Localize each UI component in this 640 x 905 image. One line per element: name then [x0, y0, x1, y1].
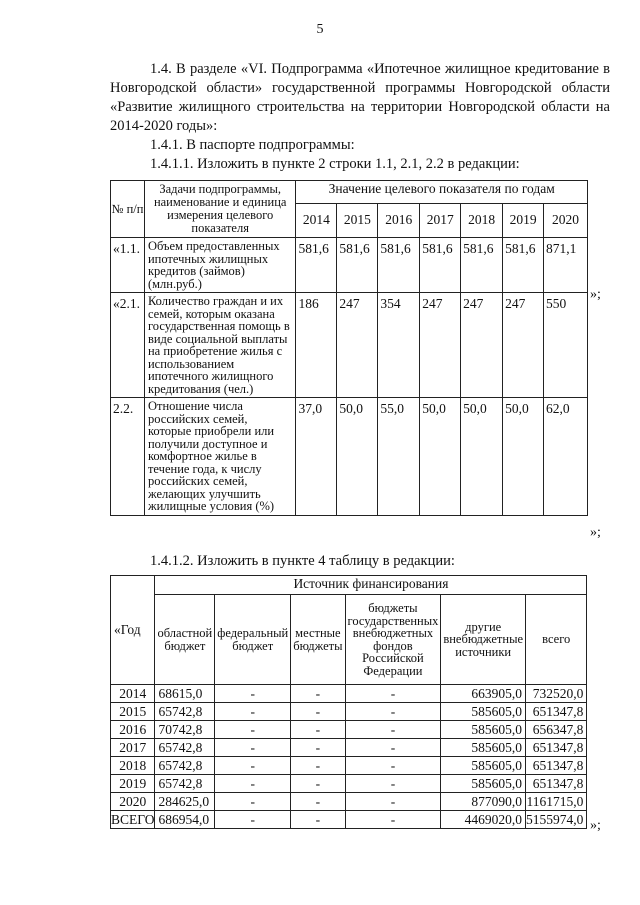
- source-header: местные бюджеты: [291, 595, 345, 685]
- amount-cell: -: [215, 703, 291, 721]
- amount-cell: -: [215, 775, 291, 793]
- amount-cell: -: [291, 685, 345, 703]
- value-cell: 50,0: [461, 398, 503, 516]
- amount-cell: 65742,8: [155, 757, 215, 775]
- row-number: 2.2.: [111, 398, 145, 516]
- source-header: всего: [526, 595, 587, 685]
- value-cell: 581,6: [461, 238, 503, 293]
- source-header: другие внебюджетные источники: [441, 595, 526, 685]
- value-cell: 247: [503, 293, 544, 398]
- amount-cell: -: [345, 811, 441, 829]
- intro-block: [110, 60, 610, 174]
- year-cell: 2017: [111, 739, 155, 757]
- value-cell: 247: [337, 293, 378, 398]
- col-year-header: «Год: [111, 576, 155, 685]
- table-row: [111, 775, 587, 793]
- year-cell: 2019: [111, 775, 155, 793]
- amount-cell: -: [291, 793, 345, 811]
- amount-cell: -: [291, 703, 345, 721]
- target-indicators-table: [110, 180, 588, 516]
- amount-cell: -: [215, 793, 291, 811]
- task-cell: Объем предоставленных ипотечных жилищных кредитов (займов) (млн.руб.): [144, 238, 295, 293]
- amount-cell: -: [215, 757, 291, 775]
- amount-cell: -: [291, 811, 345, 829]
- year-cell: 2015: [111, 703, 155, 721]
- value-cell: 581,6: [503, 238, 544, 293]
- table-row: [111, 398, 588, 516]
- source-header: федеральный бюджет: [215, 595, 291, 685]
- value-cell: 247: [420, 293, 461, 398]
- year-cell: 2014: [111, 685, 155, 703]
- amount-cell: 877090,0: [441, 793, 526, 811]
- amount-cell: -: [345, 739, 441, 757]
- value-cell: 50,0: [420, 398, 461, 516]
- amount-cell: 651347,8: [526, 757, 587, 775]
- amount-cell: -: [345, 721, 441, 739]
- amount-cell: 4469020,0: [441, 811, 526, 829]
- amount-cell: -: [291, 757, 345, 775]
- value-cell: 55,0: [378, 398, 420, 516]
- amount-cell: -: [345, 757, 441, 775]
- amount-cell: -: [215, 685, 291, 703]
- amount-cell: 68615,0: [155, 685, 215, 703]
- year-cell: 2018: [111, 757, 155, 775]
- value-cell: 581,6: [296, 238, 337, 293]
- col-task-header: Задачи подпрограммы, наименование и единица измерения целевого показателя: [144, 181, 295, 238]
- year-header: 2019: [503, 203, 544, 237]
- year-header: 2016: [378, 203, 420, 237]
- value-cell: 247: [461, 293, 503, 398]
- row-number: «1.1.: [111, 238, 145, 293]
- table-row: [111, 293, 588, 398]
- year-cell: 2016: [111, 721, 155, 739]
- value-cell: 550: [544, 293, 588, 398]
- year-header: 2017: [420, 203, 461, 237]
- row-1-1-suffix: »;: [590, 287, 601, 302]
- amount-cell: 585605,0: [441, 775, 526, 793]
- page-number: 5: [316, 22, 324, 37]
- table2-intro: 1.4.1.2. Изложить в пункте 4 таблицу в редакции:: [150, 553, 455, 569]
- value-cell: 581,6: [378, 238, 420, 293]
- value-cell: 354: [378, 293, 420, 398]
- financing-table: [110, 575, 587, 829]
- amount-cell: -: [291, 721, 345, 739]
- task-cell: Количество граждан и их семей, которым оказана государственная помощь в виде социальной выплаты на приобретение жилья с использованием ипотечного жилищного кредитования (чел.): [144, 293, 295, 398]
- amount-cell: 732520,0: [526, 685, 587, 703]
- row-number: «2.1.: [111, 293, 145, 398]
- table-row: [111, 757, 587, 775]
- intro-paragraph: 1.4. В разделе «VI. Подпрограмма «Ипотечное жилищное кредитование в Новгородской области» государственной программы Новгородской области «Развитие жилищного строительства на территории Новгородской области на 2014-2020 годы»:: [110, 61, 610, 134]
- col-values-header: Значение целевого показателя по годам: [296, 181, 588, 204]
- amount-cell: 651347,8: [526, 739, 587, 757]
- amount-cell: -: [215, 739, 291, 757]
- intro-subsubpoint: 1.4.1.1. Изложить в пункте 2 строки 1.1, 2.1, 2.2 в редакции:: [150, 156, 520, 172]
- amount-cell: -: [345, 793, 441, 811]
- amount-cell: -: [345, 775, 441, 793]
- amount-cell: 284625,0: [155, 793, 215, 811]
- year-header: 2015: [337, 203, 378, 237]
- year-header: 2020: [544, 203, 588, 237]
- year-cell: ВСЕГО: [111, 811, 155, 827]
- amount-cell: 651347,8: [526, 703, 587, 721]
- amount-cell: 70742,8: [155, 721, 215, 739]
- amount-cell: 5155974,0: [526, 811, 587, 829]
- intro-subpoint: 1.4.1. В паспорте подпрограммы:: [150, 137, 355, 153]
- value-cell: 581,6: [337, 238, 378, 293]
- amount-cell: 65742,8: [155, 703, 215, 721]
- value-cell: 62,0: [544, 398, 588, 516]
- amount-cell: 651347,8: [526, 775, 587, 793]
- amount-cell: 65742,8: [155, 739, 215, 757]
- amount-cell: -: [215, 811, 291, 829]
- year-cell: 2020: [111, 793, 155, 811]
- source-header: областной бюджет: [155, 595, 215, 685]
- amount-cell: 686954,0: [155, 811, 215, 829]
- amount-cell: 585605,0: [441, 757, 526, 775]
- amount-cell: -: [215, 721, 291, 739]
- source-header: бюджеты государственных внебюджетных фондов Российской Федерации: [345, 595, 441, 685]
- table-row: [111, 793, 587, 811]
- amount-cell: 65742,8: [155, 775, 215, 793]
- amount-cell: 585605,0: [441, 703, 526, 721]
- amount-cell: 585605,0: [441, 721, 526, 739]
- value-cell: 50,0: [503, 398, 544, 516]
- value-cell: 871,1: [544, 238, 588, 293]
- value-cell: 186: [296, 293, 337, 398]
- year-header: 2014: [296, 203, 337, 237]
- table2-suffix: »;: [590, 818, 601, 833]
- amount-cell: -: [345, 685, 441, 703]
- amount-cell: -: [291, 739, 345, 757]
- amount-cell: 1161715,0: [526, 793, 587, 811]
- table-row: [111, 811, 587, 829]
- table-row: [111, 703, 587, 721]
- task-cell: Отношение числа российских семей, которые приобрели или получили доступное и комфортное жилье в течение года, к числу российских семей, желающих улучшить жилищные условия (%): [144, 398, 295, 516]
- col-source-header: Источник финансирования: [155, 576, 587, 595]
- table-row: [111, 721, 587, 739]
- col-num-header: № п/п: [111, 181, 145, 238]
- row-2-2-suffix: »;: [590, 525, 601, 540]
- table-row: [111, 238, 588, 293]
- amount-cell: -: [345, 703, 441, 721]
- amount-cell: 656347,8: [526, 721, 587, 739]
- value-cell: 37,0: [296, 398, 337, 516]
- amount-cell: 585605,0: [441, 739, 526, 757]
- amount-cell: 663905,0: [441, 685, 526, 703]
- table-row: [111, 685, 587, 703]
- amount-cell: -: [291, 775, 345, 793]
- table-row: [111, 739, 587, 757]
- value-cell: 581,6: [420, 238, 461, 293]
- value-cell: 50,0: [337, 398, 378, 516]
- year-header: 2018: [461, 203, 503, 237]
